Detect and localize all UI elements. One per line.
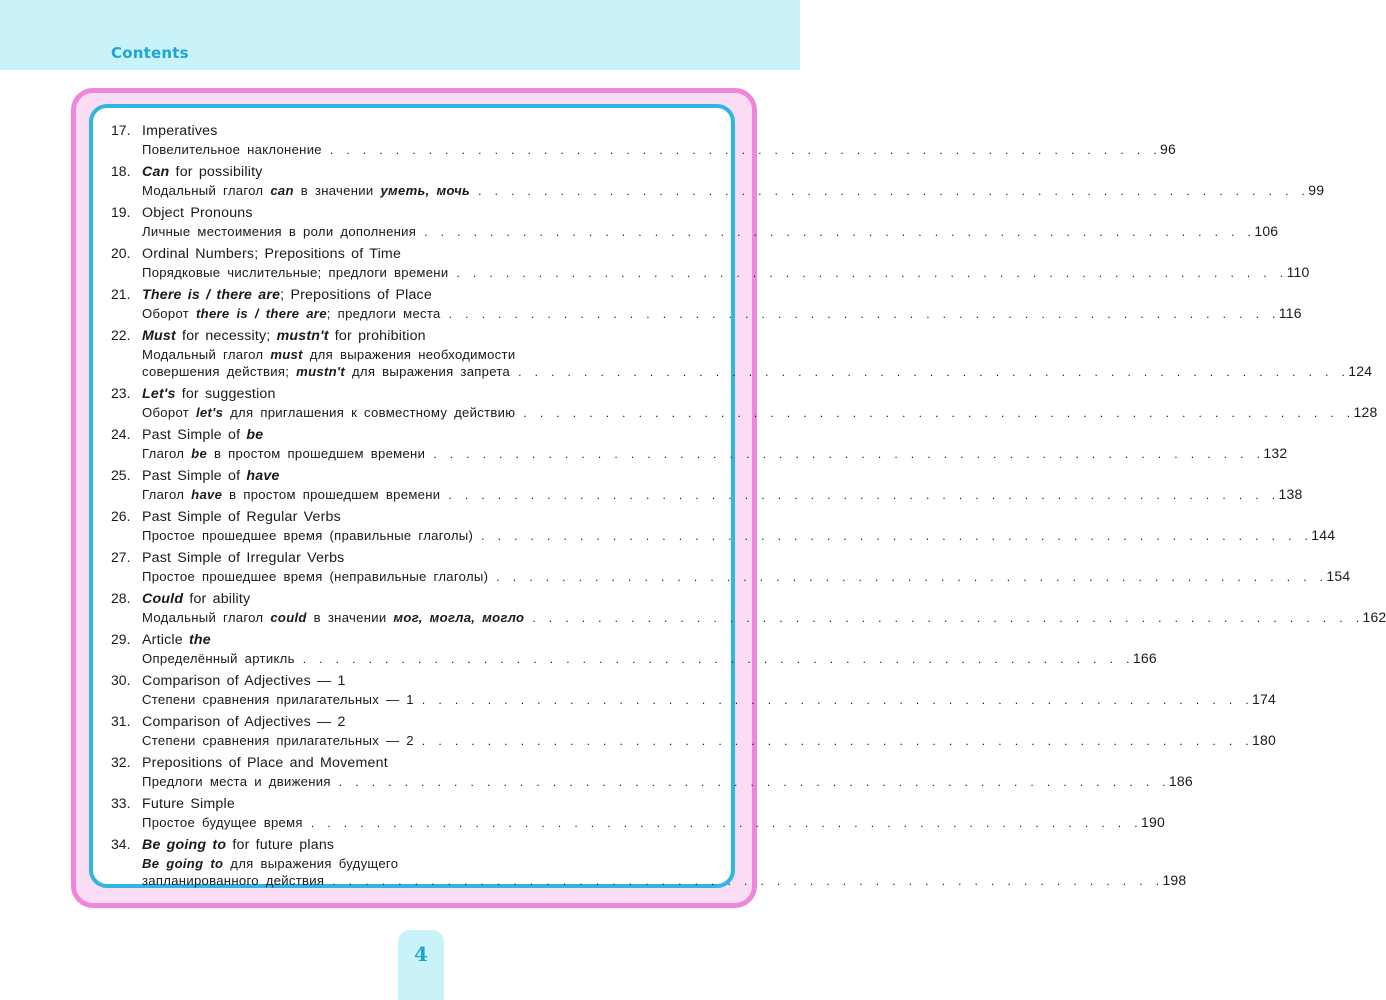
emphasized-term: мог, могла, могло <box>393 610 525 625</box>
entry-title-russian <box>142 141 1177 159</box>
entry-text: в простом прошедшем времени <box>222 487 441 502</box>
entry-title-russian <box>142 609 1386 627</box>
toc-entry[interactable] <box>111 163 1325 200</box>
emphasized-term: Be going to <box>142 856 224 871</box>
entry-title-russian <box>142 691 1276 709</box>
entry-text: Степени сравнения прилагательных — 1 <box>142 692 414 707</box>
emphasized-term: Be going to <box>142 837 227 853</box>
entry-title-russian <box>142 182 1325 200</box>
entry-title-russian <box>142 445 1288 463</box>
dot-leader: . . . . . . . . . . . . . . . . . . . . . . . . . . . . . . . . . . . . . . . . . . . . . . . . . . . <box>456 266 1287 280</box>
entry-title-english <box>142 713 711 732</box>
entry-text: Простое будущее время <box>142 815 303 830</box>
emphasized-term: have <box>191 487 223 502</box>
entry-number: 33. <box>111 795 131 811</box>
toc-entry[interactable] <box>111 122 1177 159</box>
emphasized-term: Could <box>142 591 184 607</box>
dot-leader: . . . . . . . . . . . . . . . . . . . . . . . . . . . . . . . . . . . . . . . . . . . . . . . . . . . <box>518 365 1349 379</box>
entry-text: Past Simple of <box>142 468 247 484</box>
entry-text: Повелительное наклонение <box>142 142 322 157</box>
entry-page-number[interactable]: 106 <box>1254 223 1279 239</box>
dot-leader: . . . . . . . . . . . . . . . . . . . . . . . . . . . . . . . . . . . . . . . . . . . . . . . . . . . <box>424 225 1255 239</box>
entry-text: Предлоги места и движения <box>142 774 331 789</box>
entry-page-number[interactable]: 186 <box>1168 773 1193 789</box>
toc-entry[interactable] <box>111 836 1187 890</box>
dot-leader: . . . . . . . . . . . . . . . . . . . . . . . . . . . . . . . . . . . . . . . . . . . . . . . . . . . <box>302 652 1133 666</box>
entry-text: Past Simple of Regular Verbs <box>142 509 341 525</box>
entry-text: для выражения запрета <box>345 364 511 379</box>
emphasized-term: There is / there are <box>142 287 281 303</box>
entry-title-russian <box>142 814 1165 832</box>
entry-text: Imperatives <box>142 123 218 139</box>
entry-text: Степени сравнения прилагательных — 2 <box>142 733 414 748</box>
entry-text: Простое прошедшее время (неправильные глаголы) <box>142 569 489 584</box>
emphasized-term: could <box>270 610 307 625</box>
entry-title-english <box>142 122 711 141</box>
entry-text: ; предлоги места <box>326 306 441 321</box>
section-title: Contents <box>111 44 189 62</box>
toc-entry[interactable] <box>111 204 1279 241</box>
entry-title-english <box>142 163 711 182</box>
entry-title-russian <box>142 773 1193 791</box>
entry-text: Оборот <box>142 306 196 321</box>
page-number: 4 <box>414 942 428 966</box>
entry-page-number[interactable]: 166 <box>1132 650 1157 666</box>
toc-entry[interactable] <box>111 385 1378 422</box>
entry-text: Past Simple of <box>142 427 247 443</box>
entry-page-number[interactable]: 110 <box>1286 264 1310 280</box>
entry-title-russian <box>142 732 1276 750</box>
toc-entry[interactable] <box>111 508 1336 545</box>
entry-number: 26. <box>111 508 131 524</box>
entry-number: 25. <box>111 467 131 483</box>
emphasized-term: have <box>246 468 280 484</box>
toc-entry[interactable] <box>111 549 1351 586</box>
entry-title-russian <box>142 486 1303 504</box>
entry-text: Порядковые числительные; предлоги времени <box>142 265 449 280</box>
entry-text: Comparison of Adjectives — 2 <box>142 714 346 730</box>
toc-entry[interactable] <box>111 467 1303 504</box>
dot-leader: . . . . . . . . . . . . . . . . . . . . . . . . . . . . . . . . . . . . . . . . . . . . . . . . . . . <box>329 143 1161 157</box>
toc-entry[interactable] <box>111 426 1288 463</box>
dot-leader: . . . . . . . . . . . . . . . . . . . . . . . . . . . . . . . . . . . . . . . . . . . . . . . . . . . <box>448 307 1279 321</box>
entry-text: в значении <box>293 183 381 198</box>
emphasized-term: be <box>191 446 208 461</box>
entry-title-english <box>142 286 711 305</box>
entry-text: Личные местоимения в роли дополнения <box>142 224 417 239</box>
entry-title-russian <box>142 305 1302 323</box>
entry-title-english <box>142 245 711 264</box>
entry-text: для выражения необходимости <box>302 347 516 362</box>
entry-page-number[interactable]: 116 <box>1278 305 1302 321</box>
entry-text: Article <box>142 632 189 648</box>
entry-text: запланированного действия <box>142 873 325 888</box>
entry-number: 29. <box>111 631 131 647</box>
entry-page-number[interactable]: 132 <box>1263 445 1288 461</box>
dot-leader: . . . . . . . . . . . . . . . . . . . . . . . . . . . . . . . . . . . . . . . . . . . . . . . . . . . <box>310 816 1141 830</box>
entry-page-number[interactable]: 154 <box>1326 568 1351 584</box>
entry-title-english <box>142 508 711 527</box>
entry-number: 24. <box>111 426 131 442</box>
emphasized-term: be <box>246 427 264 443</box>
entry-number: 23. <box>111 385 131 401</box>
entry-text: Модальный глагол <box>142 183 271 198</box>
entry-text: в значении <box>306 610 394 625</box>
entry-text: for necessity; <box>175 328 277 344</box>
entry-title-english <box>142 327 711 346</box>
entry-page-number[interactable]: 124 <box>1348 363 1373 379</box>
entry-text: for suggestion <box>175 386 276 402</box>
toc-entry[interactable] <box>111 327 1373 381</box>
entry-text: for future plans <box>226 837 335 853</box>
toc-entry[interactable] <box>111 286 1302 323</box>
entry-page-number[interactable]: 198 <box>1162 872 1187 888</box>
entry-text: Comparison of Adjectives — 1 <box>142 673 346 689</box>
toc-entry[interactable] <box>111 631 1157 668</box>
entry-number: 30. <box>111 672 131 688</box>
entry-text: for possibility <box>169 164 263 180</box>
entry-text: совершения действия; <box>142 364 297 379</box>
entry-number: 31. <box>111 713 131 729</box>
emphasized-term: Can <box>142 164 170 180</box>
dot-leader: . . . . . . . . . . . . . . . . . . . . . . . . . . . . . . . . . . . . . . . . . . . . . . . . . . . <box>338 775 1169 789</box>
dot-leader: . . . . . . . . . . . . . . . . . . . . . . . . . . . . . . . . . . . . . . . . . . . . . . . . . . . <box>421 734 1253 748</box>
emphasized-term: there is / there are <box>195 306 327 321</box>
toc-entry[interactable] <box>111 713 1276 750</box>
dot-leader: . . . . . . . . . . . . . . . . . . . . . . . . . . . . . . . . . . . . . . . . . . . . . . . . . . . <box>448 488 1279 502</box>
entry-title-english <box>142 836 711 855</box>
entry-number: 27. <box>111 549 131 565</box>
emphasized-term: Let's <box>142 386 176 402</box>
entry-page-number[interactable]: 180 <box>1252 732 1276 748</box>
dot-leader: . . . . . . . . . . . . . . . . . . . . . . . . . . . . . . . . . . . . . . . . . . . . . . . . . . . <box>523 406 1354 420</box>
entry-text: Глагол <box>142 487 192 502</box>
entry-title-russian <box>142 527 1336 545</box>
entry-page-number[interactable]: 99 <box>1308 182 1325 198</box>
entry-number: 22. <box>111 327 131 343</box>
emphasized-term: the <box>188 632 211 648</box>
entry-title-russian <box>142 264 1310 282</box>
entry-title-english <box>142 795 711 814</box>
toc-entry[interactable] <box>111 795 1165 832</box>
entry-title-english <box>142 204 711 223</box>
entry-page-number[interactable]: 96 <box>1160 141 1177 157</box>
dot-leader: . . . . . . . . . . . . . . . . . . . . . . . . . . . . . . . . . . . . . . . . . . . . . . . . . . . <box>481 529 1312 543</box>
entry-text: Prepositions of Place and Movement <box>142 755 388 771</box>
entry-title-english <box>142 467 711 486</box>
entry-text: Object Pronouns <box>142 205 253 221</box>
entry-title-english <box>142 549 711 568</box>
entry-title-russian <box>142 650 1157 668</box>
entry-text: Past Simple of Irregular Verbs <box>142 550 345 566</box>
toc-entry[interactable] <box>111 590 1386 627</box>
entry-title-english <box>142 385 711 404</box>
entry-page-number[interactable]: 174 <box>1252 691 1276 707</box>
entry-title-russian <box>142 363 1373 381</box>
entry-text: for prohibition <box>328 328 426 344</box>
entry-title-russian <box>142 346 711 363</box>
toc-entry[interactable] <box>111 754 1193 791</box>
table-of-contents <box>111 122 1386 894</box>
emphasized-term: mustn't <box>276 328 329 344</box>
toc-entry[interactable] <box>111 672 1276 709</box>
entry-page-number[interactable]: 162 <box>1362 609 1386 625</box>
entry-title-russian <box>142 568 1351 586</box>
entry-page-number[interactable]: 190 <box>1140 814 1165 830</box>
entry-number: 18. <box>111 163 131 179</box>
entry-text: в простом прошедшем времени <box>207 446 426 461</box>
entry-text: Ordinal Numbers; Prepositions of Time <box>142 246 402 262</box>
entry-title-russian <box>142 855 711 872</box>
entry-text: ; Prepositions of Place <box>280 287 432 303</box>
entry-number: 28. <box>111 590 131 606</box>
entry-number: 21. <box>111 286 131 302</box>
dot-leader: . . . . . . . . . . . . . . . . . . . . . . . . . . . . . . . . . . . . . . . . . . . . . . . . . . . <box>478 184 1309 198</box>
entry-page-number[interactable]: 138 <box>1278 486 1303 502</box>
entry-text: for ability <box>183 591 251 607</box>
entry-title-english <box>142 426 711 445</box>
entry-number: 34. <box>111 836 131 852</box>
entry-title-english <box>142 590 711 609</box>
entry-text: Оборот <box>142 405 196 420</box>
dot-leader: . . . . . . . . . . . . . . . . . . . . . . . . . . . . . . . . . . . . . . . . . . . . . . . . . . . <box>332 874 1163 888</box>
entry-page-number[interactable]: 144 <box>1311 527 1336 543</box>
entry-text: Future Simple <box>142 796 235 812</box>
entry-number: 17. <box>111 122 131 138</box>
entry-text: Глагол <box>142 446 192 461</box>
entry-title-russian <box>142 404 1378 422</box>
entry-text: Модальный глагол <box>142 347 271 362</box>
entry-number: 20. <box>111 245 131 261</box>
entry-number: 19. <box>111 204 131 220</box>
emphasized-term: уметь, мочь <box>380 183 471 198</box>
emphasized-term: Must <box>142 328 176 344</box>
entry-page-number[interactable]: 128 <box>1353 404 1378 420</box>
dot-leader: . . . . . . . . . . . . . . . . . . . . . . . . . . . . . . . . . . . . . . . . . . . . . . . . . . . <box>532 611 1363 625</box>
entry-title-english <box>142 672 711 691</box>
emphasized-term: can <box>270 183 294 198</box>
dot-leader: . . . . . . . . . . . . . . . . . . . . . . . . . . . . . . . . . . . . . . . . . . . . . . . . . . . <box>421 693 1253 707</box>
entry-text: для приглашения к совместному действию <box>223 405 516 420</box>
emphasized-term: must <box>270 347 303 362</box>
entry-text: Модальный глагол <box>142 610 271 625</box>
dot-leader: . . . . . . . . . . . . . . . . . . . . . . . . . . . . . . . . . . . . . . . . . . . . . . . . . . . <box>433 447 1264 461</box>
emphasized-term: mustn't <box>296 364 345 379</box>
entry-text: Определённый артикль <box>142 651 295 666</box>
entry-number: 32. <box>111 754 131 770</box>
entry-title-russian <box>142 223 1279 241</box>
toc-entry[interactable] <box>111 245 1310 282</box>
entry-title-english <box>142 754 711 773</box>
entry-text: Простое прошедшее время (правильные глаголы) <box>142 528 474 543</box>
entry-text: для выражения будущего <box>223 856 399 871</box>
entry-title-english <box>142 631 711 650</box>
emphasized-term: let's <box>195 405 224 420</box>
dot-leader: . . . . . . . . . . . . . . . . . . . . . . . . . . . . . . . . . . . . . . . . . . . . . . . . . . . <box>496 570 1327 584</box>
entry-title-russian <box>142 872 1187 890</box>
